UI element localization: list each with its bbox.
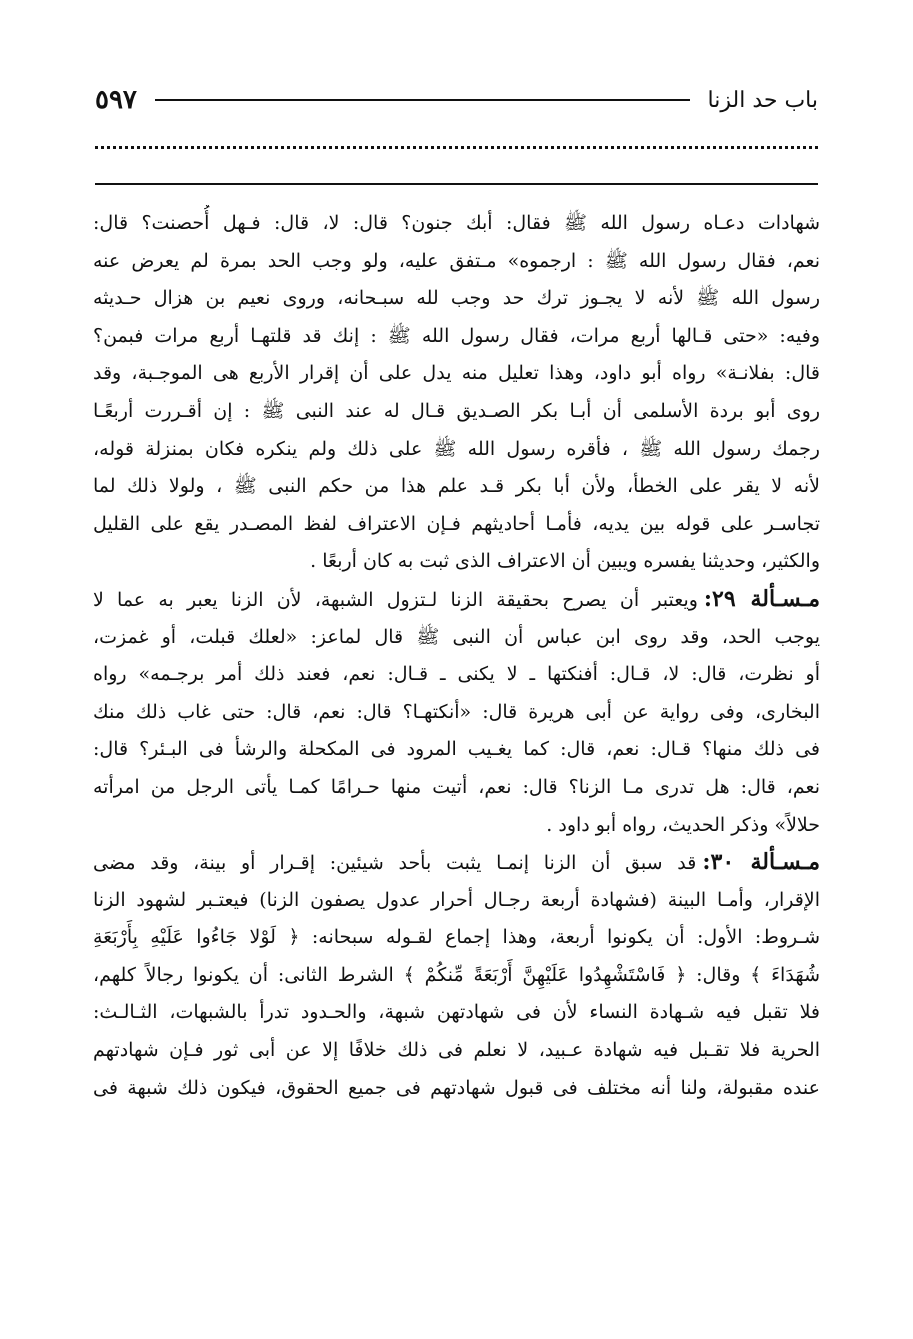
header-rule (155, 99, 690, 101)
masala-29-text: ويعتبر أن يصرح بحقيقة الزنا لـتزول الشبهة، لأن الزنا يعبر به عما لا (93, 588, 698, 611)
text-line: نعم، قال: هل تدرى مـا الزنا؟ قال: نعم، أتيت منها حـرامًا كمـا يأتى الرجل من امرأته (93, 775, 820, 798)
masala-30-heading: مـسـألة ٣٠: (702, 849, 820, 876)
text-line: نعم، فقال رسول الله ﷺ : ارجموه» مـتفق عليه، ولو وجب الحد بمرة لم يعرض عنه (93, 249, 820, 272)
text-line: شـروط: الأول: أن يكونوا أربعة، وهذا إجماع لقـوله سبحانه: ﴿ لَوْلا جَاءُوا عَلَيْهِ بِأَرْبَعَةِ (93, 926, 820, 949)
text-line: البخارى، وفى رواية عن أبى هريرة قال: «أنكتهـا؟ قال: نعم، قال: حتى غاب ذلك منك (93, 700, 820, 723)
text-line: الإقرار، وأمـا البينة (فشهادة أربعة رجـال أحرار عدول يصفون الزنا) فيعتـبر لشهود الزنا (93, 888, 820, 911)
page-body (93, 205, 820, 1107)
text-line: حلالاً» وذكر الحديث، رواه أبو داود . (546, 813, 820, 836)
masala-30-first-line (93, 844, 820, 882)
text-line: عنده مقبولة، ولنا أنه مختلف فى قبول شهادتهم فى جميع الحقوق، فيكون ذلك شبهة فى (93, 1076, 820, 1099)
masala-29-heading: مـسـألة ٢٩: (703, 585, 820, 612)
text-line: أو نظرت، قال: لا، قـال: أفنكتها ـ لا يكنى ـ قـال: نعم، فعند ذلك أمر برجـمه» رواه (93, 663, 820, 686)
text-line: قال: بفلانـة» رواه أبو داود، وهذا تعليل منه يدل على أن إقرار الأربع هى الموجـبة، وقد (93, 362, 820, 385)
text-line: الحرية فلا تقـبل فيه شهادة عـبيد، لا نعلم فى ذلك خلافًا إلا عن أبى ثور فـإن شهادتهم (93, 1039, 820, 1062)
footnote-separator (95, 183, 818, 185)
text-line: شُهَدَاءَ ﴾ وقال: ﴿ فَاسْتَشْهِدُوا عَلَيْهِنَّ أَرْبَعَةً مِّنكُمْ ﴾ الشرط الثانى: أن يكونوا رجالاً كلهم، (93, 963, 820, 986)
text-line: تجاسـر على قوله بين يديه، فأمـا أحاديثهم فـإن الاعتراف لفظ المصـدر يقع على القليل (93, 512, 820, 535)
text-line: شهادات دعـاه رسول الله ﷺ فقال: أبك جنون؟ قال: لا، قال: فـهل أُحصنت؟ قال: (93, 212, 820, 234)
chapter-title: باب حد الزنا (707, 87, 818, 113)
text-line: والكثير، وحديثنا يفسره ويبين أن الاعتراف الذى ثبت به كان أربعًا . (310, 550, 820, 573)
text-line: لأنه لا يقر على الخطأ، ولأن أبا بكر قـد علم هذا من حكم النبى ﷺ ، ولولا ذلك لما (93, 475, 820, 498)
page-header (95, 78, 818, 122)
masala-30-text: قد سبق أن الزنا إنمـا يثبت بأحد شيئين: إقـرار أو بينة، وقد مضى (93, 852, 697, 875)
text-line: فلا تقبل فيه شـهادة النساء لأن فى شهادتهن شبهة، والحـدود تدرأ بالشبهات، الثـالـث: (93, 1001, 820, 1024)
text-line: وفيه: «حتى قـالها أربع مرات، فقال رسول الله ﷺ : إنك قد قلتهـا أربع مرات فبمن؟ (93, 324, 820, 347)
text-line: فى ذلك منها؟ قـال: نعم، قال: كما يغـيب المرود فى المكحلة والرشأ فى البـئر؟ قال: (93, 738, 820, 761)
text-line: رسول الله ﷺ لأنه لا يجـوز ترك حد وجب لله سبـحانه، وروى نعيم بن هزال حـديثه (93, 287, 820, 310)
text-line: يوجب الحد، وقد روى ابن عباس أن النبى ﷺ قال لماعز: «لعلك قبلت، أو غمزت، (93, 625, 820, 648)
masala-29-first-line (93, 581, 820, 619)
text-line: روى أبو بردة الأسلمى أن أبـا بكر الصـديق قـال له عند النبى ﷺ : إن أقـررت أربعًـا (93, 399, 820, 422)
text-line: رجمك رسول الله ﷺ ، فأقره رسول الله ﷺ على ذلك ولم ينكره فكان بمنزلة قوله، (93, 437, 820, 460)
dotted-separator (95, 146, 818, 149)
page-number: ٥٩٧ (95, 85, 137, 115)
